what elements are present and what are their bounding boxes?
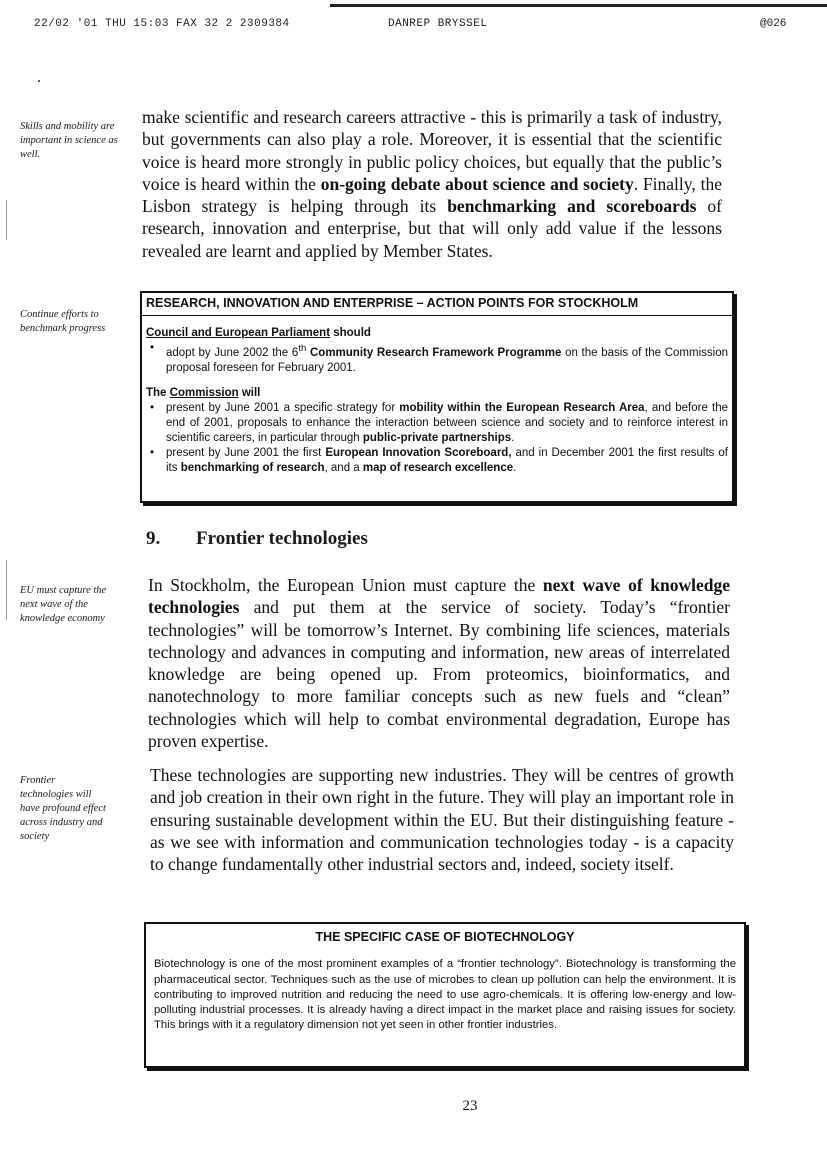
margin-note-skills: Skills and mobility are important in science as well. [20,121,118,160]
fax-header [0,0,827,40]
margin-note-benchmark: Continue efforts to benchmark progress [20,309,106,334]
fax-header-sender: DANREP BRYSSEL [388,18,488,30]
list-item: • adopt by June 2002 the 6th Community Research Framework Programme on the basis of the Commission proposal foreseen for February 2001. [166,341,728,376]
page-number: 23 [462,1098,478,1114]
fax-header-datetime: 22/02 '01 THU 15:03 FAX 32 2 2309384 [34,18,290,30]
paragraph-careers: make scientific and research careers attractive - this is primarily a task of industry, but governments can also play a role. Moreover, it is essential that the scientific voice is heard more strongly in public policy choices, but equally that the public’s voice is heard within the on-going debate about science and society. Finally, the Lisbon strategy is helping through its benchmarking and scoreboards of research, innovation and enterprise, but that will only add value if the lessons revealed are learnt and applied by Member States. [142,107,723,261]
section-number: 9. [146,528,161,549]
section-heading [146,528,368,550]
scan-artifact [38,80,40,82]
scan-artifact [6,560,7,620]
council-actions-list [146,341,728,376]
fax-header-page-counter: @026 [760,18,787,30]
emphasis-benchmarking: benchmarking and scoreboards [447,196,697,217]
paragraph-next-wave: In Stockholm, the European Union must capture the next wave of knowledge technologies and put them at the service of society. Today’s “frontier technologies” will be tomorrow’s Internet. By combining life sciences, materials technology and advances in computing and information, new areas of interrelated knowledge are being opened up. From proteomics, bioinformatics, and nanotechnology to more familiar concepts such as new fuels and “clean” technologies which will help to combat environmental degradation, Europe has proven expertise. [148,575,730,752]
emphasis-next-wave: next wave of knowledge technologies [148,575,730,618]
list-item: • present by June 2001 a specific strategy for mobility within the European Research Area, and before the end of 2001, proposals to enhance the interaction between science and society and to reinforce interest in scientific careers, in particular through public-private partnerships. [166,401,728,446]
emphasis-debate: on-going debate about science and society [320,173,634,194]
biotechnology-text: Biotechnology is one of the most prominent examples of a “frontier technology”. Biotechnology is transforming the pharmaceutical sector. Techniques such as the use of microbes to clean up pollution can help the environment. It is contributing to improved nutrition and reducing the need to use agro-chemicals. It is offering low-energy and low-polluting industrial processes. It is already having a direct impact in the market place and raising issues for society. This brings with it a regulatory dimension not yet seen in other frontier industries. [154,958,736,1032]
list-item: • present by June 2001 the first European Innovation Scoreboard, and in December 2001 the first results of its benchmarking of research, and a map of research excellence. [166,446,728,476]
commission-actions-list [146,401,728,476]
paragraph-new-industries: These technologies are supporting new industries. They will be centres of growth and job creation in their own right in the future. They will play an important role in ensuring sustainable development within the EU. But their distinguishing feature - as we see with information and communication technologies today - is a capacity to change fundamentally other industrial sectors and, indeed, society itself. [150,765,734,875]
margin-note-frontier: Frontier technologies will have profound effect across industry and society [20,775,106,842]
commission-heading: The Commission will [146,386,261,399]
margin-note-next-wave: EU must capture the next wave of the knowledge economy [20,585,107,624]
biotechnology-box [144,922,746,1068]
biotechnology-title: THE SPECIFIC CASE OF BIOTECHNOLOGY [315,930,575,944]
fax-header-rule [330,4,827,7]
council-heading: Council and European Parliament should [146,327,371,339]
action-points-box [140,291,734,503]
section-title: Frontier technologies [196,528,368,549]
action-points-title: RESEARCH, INNOVATION AND ENTERPRISE – ACTION POINTS FOR STOCKHOLM [142,296,732,316]
scan-artifact [6,200,7,240]
